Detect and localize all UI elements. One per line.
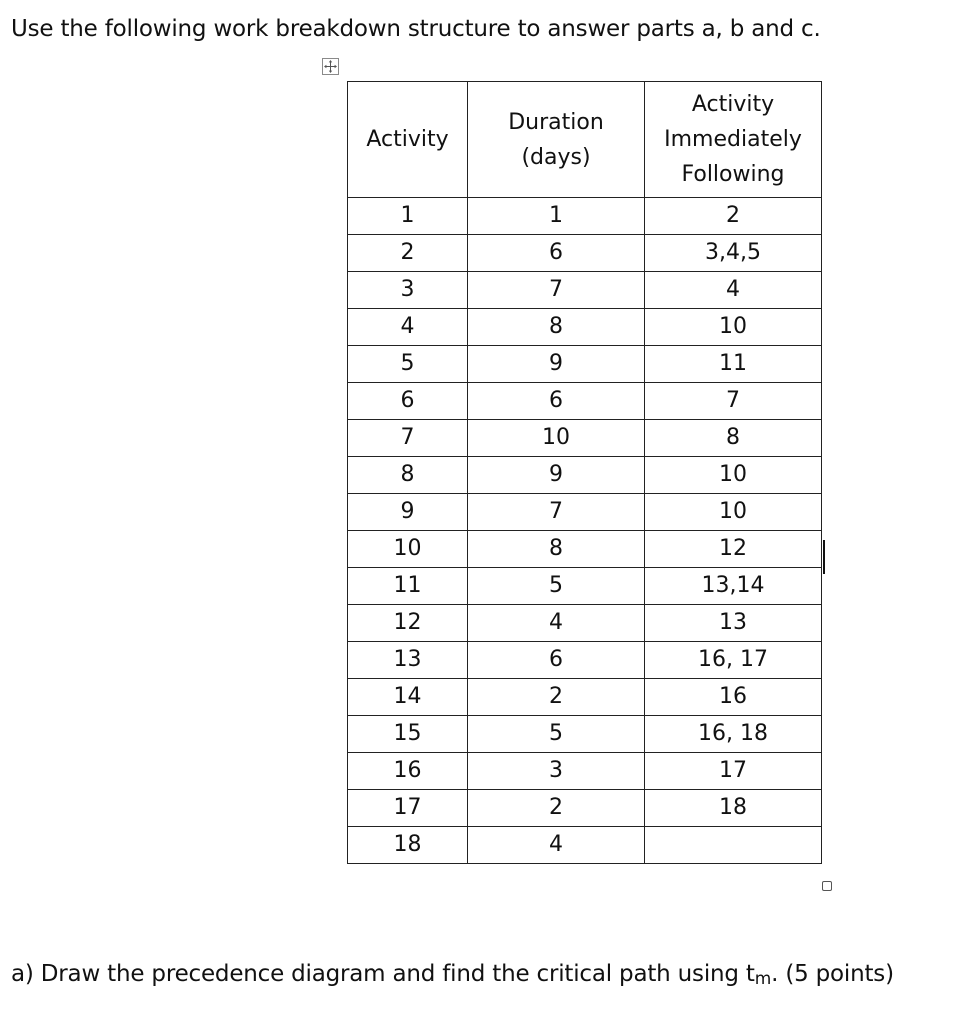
activity-cell: 3 [348,272,468,309]
table-row [348,716,822,753]
activity-cell: 15 [348,716,468,753]
activity-cell: 13 [348,642,468,679]
duration-cell: 9 [468,457,645,494]
table-row [348,679,822,716]
work-breakdown-table [347,81,822,864]
duration-cell: 3 [468,753,645,790]
following-cell: 8 [645,420,822,457]
following-cell: 10 [645,457,822,494]
duration-cell: 9 [468,346,645,383]
activity-cell: 12 [348,605,468,642]
header-duration [468,82,645,198]
table-header-row [348,82,822,198]
duration-cell: 5 [468,568,645,605]
following-cell: 7 [645,383,822,420]
following-cell: 16 [645,679,822,716]
table-row [348,605,822,642]
table-row [348,346,822,383]
table-row [348,827,822,864]
table-move-handle-icon[interactable] [322,58,339,75]
following-cell: 13,14 [645,568,822,605]
header-following-line-1: Activity [691,92,775,117]
duration-cell: 1 [468,198,645,235]
activity-cell: 5 [348,346,468,383]
text-cursor [823,540,825,574]
table-row [348,494,822,531]
activity-cell: 2 [348,235,468,272]
header-activity [348,82,468,198]
table-row [348,642,822,679]
following-cell: 10 [645,494,822,531]
header-following-line-2: Immediately [664,127,802,152]
activity-cell: 16 [348,753,468,790]
following-cell [645,827,822,864]
question-a-prefix: a) Draw the precedence diagram and find the critical path using t [11,961,755,987]
table-row [348,309,822,346]
table-row [348,531,822,568]
table-row [348,383,822,420]
question-a-suffix: . (5 points) [771,961,894,987]
header-following [645,82,822,198]
following-cell: 17 [645,753,822,790]
instructions-text: Use the following work breakdown structure to answer parts a, b and c. [11,16,821,42]
activity-cell: 1 [348,198,468,235]
header-following-line-3: Following [681,162,785,187]
duration-cell: 6 [468,642,645,679]
duration-cell: 8 [468,309,645,346]
question-a [11,958,894,995]
following-cell: 2 [645,198,822,235]
following-cell: 11 [645,346,822,383]
table-row [348,790,822,827]
table-row [348,753,822,790]
table-row [348,568,822,605]
activity-cell: 7 [348,420,468,457]
duration-cell: 7 [468,494,645,531]
question-a-subscript: m [754,969,772,989]
table-row [348,457,822,494]
following-cell: 16, 18 [645,716,822,753]
duration-cell: 2 [468,790,645,827]
activity-cell: 8 [348,457,468,494]
activity-cell: 9 [348,494,468,531]
following-cell: 16, 17 [645,642,822,679]
activity-cell: 10 [348,531,468,568]
activity-cell: 17 [348,790,468,827]
activity-cell: 14 [348,679,468,716]
table-resize-handle[interactable] [822,881,832,891]
duration-cell: 2 [468,679,645,716]
table-row [348,235,822,272]
duration-cell: 8 [468,531,645,568]
table-row [348,272,822,309]
following-cell: 4 [645,272,822,309]
duration-cell: 6 [468,235,645,272]
following-cell: 12 [645,531,822,568]
following-cell: 10 [645,309,822,346]
activity-cell: 6 [348,383,468,420]
activity-cell: 18 [348,827,468,864]
duration-cell: 6 [468,383,645,420]
activity-cell: 4 [348,309,468,346]
duration-cell: 7 [468,272,645,309]
table-row [348,420,822,457]
duration-cell: 4 [468,605,645,642]
following-cell: 3,4,5 [645,235,822,272]
activity-cell: 11 [348,568,468,605]
duration-cell: 4 [468,827,645,864]
duration-cell: 5 [468,716,645,753]
table-row [348,198,822,235]
following-cell: 13 [645,605,822,642]
duration-cell: 10 [468,420,645,457]
header-activity-label: Activity [366,127,449,152]
header-duration-line-2: (days) [521,144,591,170]
following-cell: 18 [645,790,822,827]
header-duration-line-1: Duration [508,109,604,135]
